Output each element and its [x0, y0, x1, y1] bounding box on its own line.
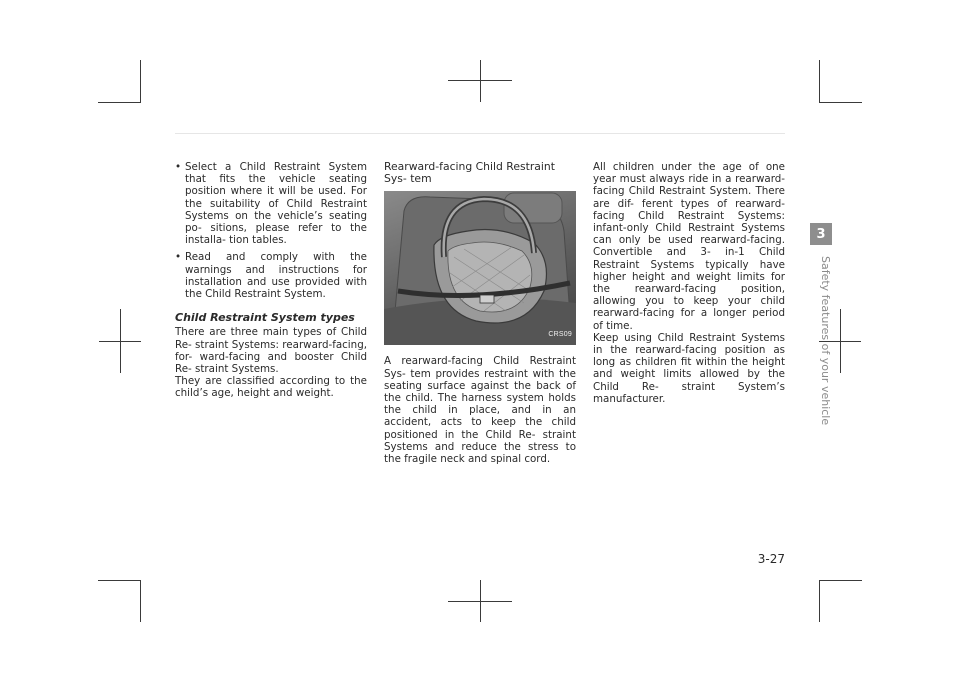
section-heading: Child Restraint System types: [175, 311, 355, 325]
bullet-text: Select a Child Restraint System that fits the vehicle seating position where it will be used. For the suitability of Child Restraint Systems on the vehicle’s seating po- sitions, please refer to the installa- tion tables.: [185, 161, 367, 247]
crop-mark: [98, 102, 140, 103]
crop-mark: [448, 80, 512, 81]
bullet-item: [175, 251, 367, 300]
column-1: [175, 161, 367, 400]
crop-mark: [98, 580, 140, 581]
crop-mark: [819, 102, 862, 103]
subsection-heading: Rearward-facing Child Restraint Sys- tem: [384, 160, 555, 186]
crop-mark: [140, 60, 141, 103]
car-seat-illustration: [384, 191, 576, 345]
crop-mark: [819, 580, 862, 581]
bullet-text: Read and comply with the warnings and instructions for installation and use provided with the Child Restraint System.: [185, 251, 367, 301]
crop-mark: [99, 341, 141, 342]
child-seat-drawing: [384, 191, 576, 345]
chapter-title: Safety features of your vehicle: [819, 256, 832, 426]
column-2: [384, 161, 576, 465]
paragraph: They are classified according to the child’s age, height and weight.: [175, 375, 367, 400]
column-3: [593, 161, 785, 405]
chapter-tab: 3: [810, 223, 832, 245]
crop-mark: [819, 60, 820, 103]
figure-code: CRS09: [548, 331, 572, 339]
bullet-dot: •: [175, 251, 182, 264]
crop-mark: [819, 580, 820, 622]
paragraph: There are three main types of Child Re- straint Systems: rearward-facing, for- ward-facing and booster Child Re- straint Systems.: [175, 326, 367, 376]
bullet-item: [175, 161, 367, 246]
header-rule: [175, 133, 785, 134]
bullet-dot: •: [175, 161, 182, 173]
paragraph: A rearward-facing Child Restraint Sys- tem provides restraint with the seating surface against the back of the child. The harness system holds the child in place, and in an accident, acts to keep the child positioned in the Child Re- straint Systems and reduce the stress to the fragile neck and spinal cord.: [384, 355, 576, 466]
page-number: 3-27: [757, 552, 785, 566]
crop-mark: [480, 60, 481, 102]
crop-mark: [448, 601, 512, 602]
crop-mark: [140, 580, 141, 622]
paragraph: All children under the age of one year must always ride in a rearward-facing Child Restraint System. There are dif- ferent types of rearward-facing Child Restraint Systems: infant-only Child Restraint Systems can only be used rearward-facing. Convertible and 3- in-1 Child Restraint Systems typically have higher height and weight limits for the rearward-facing position, allowing you to keep your child rearward-facing for a longer period of time.: [593, 161, 785, 332]
paragraph: Keep using Child Restraint Systems in the rearward-facing position as long as children fit within the height and weight limits allowed by the Child Re- straint System’s manufacturer.: [593, 331, 785, 405]
